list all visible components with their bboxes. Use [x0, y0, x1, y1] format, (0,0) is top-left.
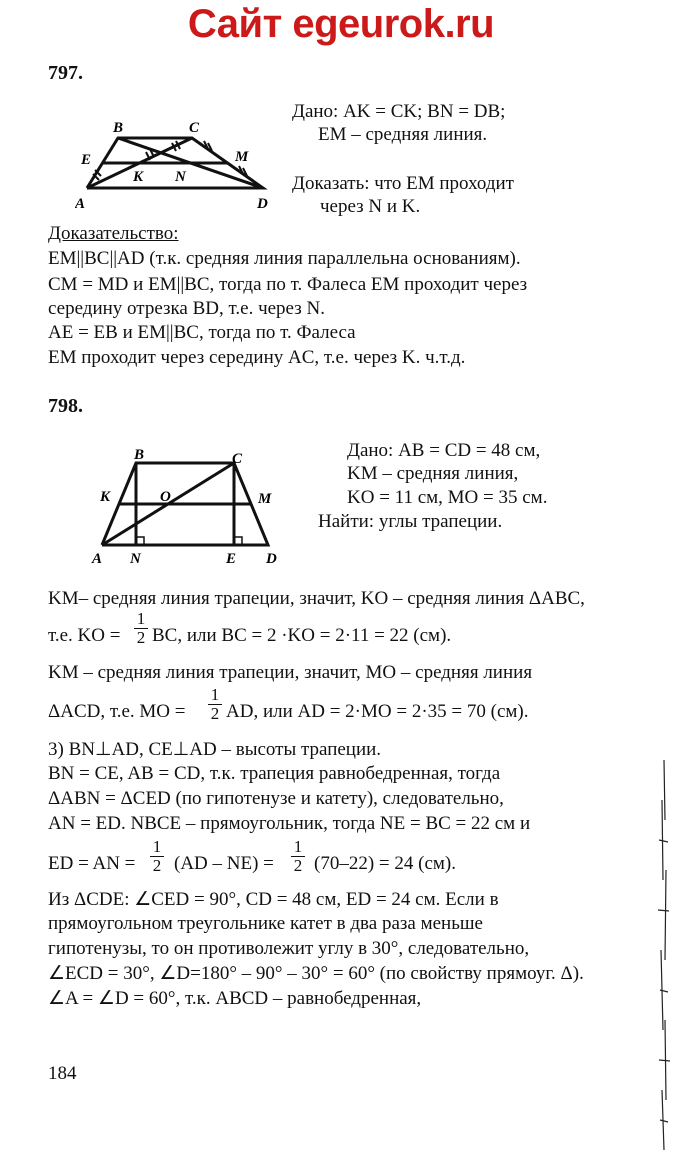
798-find: Найти: углы трапеции. [318, 511, 503, 532]
label-m: M [258, 491, 272, 507]
798-line-7: ΔABN = ΔCED (по гипотенузе и катету), следовательно, [48, 788, 504, 809]
fraction-half: $\frac{1}{2}$ [208, 686, 222, 723]
label-c: C [189, 120, 200, 136]
798-given-3: KO = 11 см, MO = 35 см. [347, 487, 548, 508]
798-line-4b: AD, или AD = 2·MO = 2·35 = 70 (см). [226, 701, 529, 722]
798-line-14: ∠A = ∠D = 60°, т.к. ABCD – равнобедренная, [48, 988, 422, 1009]
797-given-1: Дано: AK = CK; BN = DB; [292, 101, 506, 122]
figure-798 [90, 445, 290, 570]
label-k: K [100, 489, 111, 505]
797-line-3: середину отрезка BD, т.е. через N. [48, 298, 325, 319]
page-number: 184 [48, 1063, 77, 1084]
label-b: B [113, 120, 124, 136]
fraction-half: $\frac{1}{2}$ [291, 838, 305, 875]
798-line-9a: ED = AN = [48, 853, 136, 874]
798-line-10: Из ΔCDE: ∠CED = 90°, CD = 48 см, ED = 24 см. Если в [48, 889, 499, 910]
798-line-9c: (70–22) = 24 (см). [314, 853, 456, 874]
label-m: M [235, 149, 249, 165]
label-n: N [175, 169, 186, 185]
label-c: C [232, 451, 243, 467]
797-line-1: EM||BC||AD (т.к. средняя линия параллельна основаниям). [48, 248, 521, 269]
797-line-2: CM = MD и EM||BC, тогда по т. Фалеса EM проходит через [48, 274, 528, 295]
797-proof-title: Доказательство: [48, 223, 179, 244]
798-line-12: гипотенузы, то он противолежит углу в 30°, следовательно, [48, 938, 530, 959]
label-n: N [130, 551, 141, 567]
label-o: O [160, 489, 171, 505]
fraction-half: $\frac{1}{2}$ [134, 610, 148, 647]
798-line-11: прямоугольном треугольнике катет в два раза меньше [48, 913, 483, 934]
798-line-1: KM– средняя линия трапеции, значит, KO – средняя линия ΔABC, [48, 588, 585, 609]
label-a: A [75, 196, 86, 212]
label-d: D [257, 196, 268, 212]
797-prove-2: через N и K. [320, 196, 421, 217]
label-d: D [266, 551, 277, 567]
798-line-8: AN = ED. NBCE – прямоугольник, тогда NE = BC = 22 см и [48, 813, 531, 834]
scan-edge-noise [656, 760, 672, 1150]
798-given-2: KM – средняя линия, [347, 463, 519, 484]
label-k: K [133, 169, 144, 185]
798-line-5: 3) BN⊥AD, CE⊥AD – высоты трапеции. [48, 739, 382, 760]
797-line-4: AE = EB и EM||BC, тогда по т. Фалеса [48, 322, 356, 343]
label-e: E [81, 152, 92, 168]
798-line-13: ∠ECD = 30°, ∠D=180° – 90° – 30° = 60° (по свойству прямоуг. Δ). [48, 963, 584, 984]
label-b: B [134, 447, 145, 463]
label-a: A [92, 551, 103, 567]
797-given-2: EM – средняя линия. [318, 124, 488, 145]
798-line-6: BN = CE, AB = CD, т.к. трапеция равнобедренная, тогда [48, 763, 501, 784]
site-title: Сайт egeurok.ru [187, 2, 495, 46]
problem-797-number: 797. [48, 62, 83, 84]
798-given-1: Дано: AB = CD = 48 см, [347, 440, 541, 461]
problem-798-number: 798. [48, 395, 83, 417]
797-prove-1: Доказать: что EM проходит [292, 173, 514, 194]
798-line-4a: ΔACD, т.е. MO = [48, 701, 186, 722]
fraction-half: $\frac{1}{2}$ [150, 838, 164, 875]
798-line-2b: BC, или BC = 2 ·KO = 2·11 = 22 (см). [152, 625, 452, 646]
798-line-2a: т.е. KO = [48, 625, 121, 646]
797-line-5: EM проходит через середину AC, т.е. через K. ч.т.д. [48, 347, 466, 368]
label-e: E [226, 551, 237, 567]
798-line-3: KM – средняя линия трапеции, значит, MO – средняя линия [48, 662, 533, 683]
798-line-9b: (AD – NE) = [174, 853, 274, 874]
figure-797 [75, 112, 275, 212]
